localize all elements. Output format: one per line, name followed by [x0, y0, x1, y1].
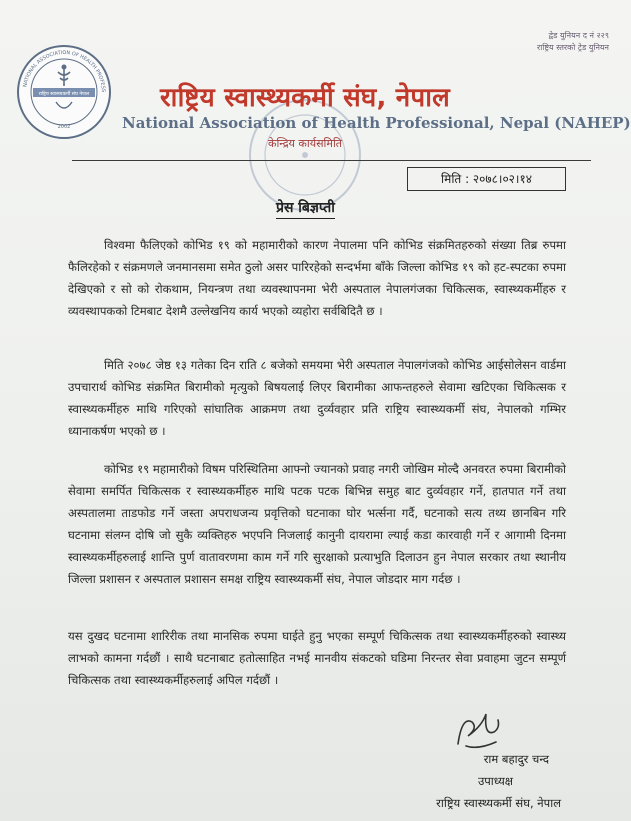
svg-text:2002: 2002 — [57, 124, 71, 130]
org-name-nepali: राष्ट्रिय स्वास्थ्यकर्मी संघ, नेपाल — [160, 83, 450, 113]
paragraph-4: यस दुखद घटनामा शारिरीक तथा मानसिक रुपमा घाईते हुनु भएका सम्पूर्ण चिकित्सक तथा स्वास्थ्यकर्मीहरुको स्वास्थ्य लाभको कामना गर्दछौं । साथै घटनाबाट हतोत्साहित नभई मानवीय संकटको घडिमा निरन्तर सेवा प्रवाहमा जुटन सम्पूर्ण चिकित्सक तथा स्वास्थ्यकर्मीहरुलाई अपिल गर्दछौं । — [68, 629, 566, 687]
paragraph-1: विश्वमा फैलिएको कोभिड १९ को महामारीको कारण नेपालमा पनि कोभिड संक्रमितहरुको संख्या तिब्र रुपमा फैलिरहेको र संक्रमणले जनमानसमा समेत ठुलो असर पारिरहेको सन्दर्भमा बाँके जिल्ला कोभिड १९ को हट-स्पटका रुपमा देखिएको र सो को रोकथाम, नियन्त्रण तथा व्यवस्थापनमा भेरी अस्पताल नेपालगंजका चिकित्सक, स्वास्थ्यकर्मीहरु र व्यवस्थापकको टिमबाट देशमै उल्लेखनिय कार्य भएको व्यहोरा सर्वबिदितै छ । — [68, 238, 566, 318]
signature-icon — [448, 706, 508, 756]
svg-text:NATIONAL ASSOCIATION OF HEALTH: NATIONAL ASSOCIATION OF HEALTH PROFESS — [22, 49, 107, 93]
org-name-english: National Association of Health Professional, Nepal (NAHEP) — [122, 114, 631, 132]
header-divider — [72, 160, 591, 161]
registration-line-2: राष्ट्रिय स्तरको ट्रेड युनियन — [536, 43, 609, 52]
nahep-logo-icon — [16, 44, 112, 140]
signatory-organization: राष्ट्रिय स्वास्थ्यकर्मी संघ, नेपाल — [436, 796, 561, 810]
signatory-name: राम बहादुर चन्द — [483, 752, 549, 766]
date-box: मिति : २०७८।०२।१४ — [407, 167, 566, 191]
signatory-designation: उपाध्यक्ष — [477, 774, 513, 788]
paragraph-2: मिति २०७८ जेष्ठ १३ गतेका दिन राति ८ बजेको समयमा भेरी अस्पताल नेपालगंजको कोभिड आईसोलेसन वार्डमा उपचारार्थ कोभिड संक्रमित बिरामीको मृत्युको बिषयलाई लिएर बिरामीका आफन्तहरुले सेवामा खटिएका चिकित्सक र स्वास्थ्यकर्मीहरु माथि गरिएको सांघातिक आक्रमण तथा दुर्व्यवहार प्रति राष्ट्रिय स्वास्थ्यकर्मी संघ, नेपालको गम्भिर ध्यानाकर्षण भएको छ । — [68, 358, 566, 438]
document-title: प्रेस बिज्ञप्ती — [276, 198, 335, 219]
svg-text:राष्ट्रिय स्वास्थ्यकर्मी संघ न: राष्ट्रिय स्वास्थ्यकर्मी संघ नेपाल — [38, 92, 90, 97]
registration-info — [537, 30, 609, 54]
org-subtitle: केन्द्रिय कार्यसमिति — [268, 137, 343, 150]
registration-line-1: द्वेड युनियन द नं २२९ — [548, 31, 609, 40]
paragraph-3: कोभिड १९ महामारीको विषम परिस्थितिमा आफ्नो ज्यानको प्रवाह नगरी जोखिम मोल्दै अनवरत रुपमा बिरामीको सेवामा समर्पित चिकित्सक र स्वास्थ्यकर्मीहरु माथि पटक पटक बिभिन्न समुह बाट दुर्व्यवहार गर्ने, हातपात गर्ने तथा अस्पतालमा ताडफोड गर्ने जस्ता अपराधजन्य प्रवृत्तिको घटनाका घोर भर्त्सना गर्दै, घटनाको सत्य तथ्य छानबिन गरि घटनामा संलग्न दोषि जो सुकै व्यक्तिहरु भएपनि निजलाई कानुनी दायरामा ल्याई कडा कारवाही गर्ने र आगामी दिनमा स्वास्थ्यकर्मीहरुलाई शान्ति पुर्ण वातावरणमा काम गर्ने गरि सुरक्षाको प्रत्याभुति दिलाउन हुन नेपाल सरकार तथा स्थानीय जिल्ला प्रशासन र अस्पताल प्रशासन समक्ष राष्ट्रिय स्वास्थ्यकर्मी संघ, नेपाल जोडदार माग गर्दछ । — [68, 462, 566, 586]
